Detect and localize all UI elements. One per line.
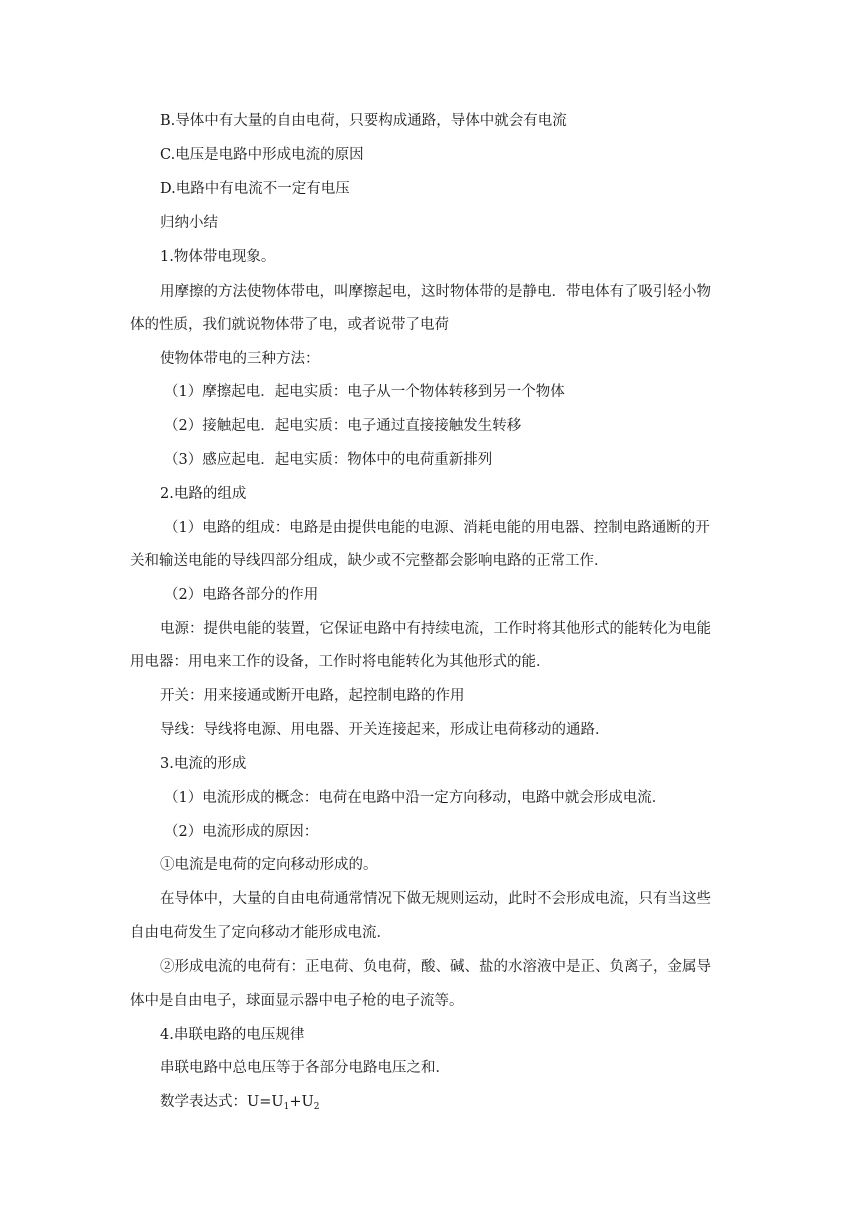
formula-plus: +U [289,1094,314,1110]
paragraph-line: ①电流是电荷的定向移动形成的。 [160,857,378,873]
list-item: （3）感应起电．起电实质：物体中的电荷重新排列 [164,452,493,468]
paragraph-line: 串联电路中总电压等于各部分电路电压之和． [160,1060,450,1076]
paragraph-line: 自由电荷发生了定向移动才能形成电流． [130,925,391,941]
section-heading-summary: 归纳小结 [160,215,218,231]
option-b: B.导体中有大量的自由电荷，只要构成通路，导体中就会有电流 [160,113,567,129]
paragraph-line: 体中是自由电子，球面显示器中电子枪的电子流等。 [130,993,464,1009]
heading-2: 2.电路的组成 [160,486,247,502]
paragraph-line: 在导体中，大量的自由电荷通常情况下做无规则运动，此时不会形成电流，只有当这些 [160,891,711,907]
paragraph-line: 用摩擦的方法使物体带电，叫摩擦起电，这时物体带的是静电．带电体有了吸引轻小物 [160,284,711,300]
paragraph-line: ②形成电流的电荷有：正电荷、负电荷，酸、碱、盐的水溶液中是正、负离子，金属导 [160,959,711,975]
paragraph-line: 关和输送电能的导线四部分组成，缺少或不完整都会影响电路的正常工作． [130,553,609,569]
list-item: （2）电流形成的原因： [164,824,319,840]
paragraph-line: 电源：提供电能的装置，它保证电路中有持续电流，工作时将其他形式的能转化为电能 [160,621,711,637]
paragraph-line: 用电器：用电来工作的设备，工作时将电能转化为其他形式的能． [130,654,551,670]
list-item: （2）电路各部分的作用 [164,587,319,603]
formula-label: 数学表达式： [160,1094,247,1110]
option-d: D.电路中有电流不一定有电压 [160,181,350,197]
formula-sub-1: 1 [283,1102,290,1112]
paragraph-line: 体的性质，我们就说物体带了电，或者说带了电荷 [130,317,449,333]
heading-1: 1.物体带电现象。 [160,249,276,265]
heading-4: 4.串联电路的电压规律 [160,1027,305,1043]
list-item: （1）摩擦起电．起电实质：电子从一个物体转移到另一个物体 [164,384,565,400]
formula-lhs: U=U [247,1094,284,1110]
paragraph-line: 开关：用来接通或断开电路，起控制电路的作用 [160,688,465,704]
formula-sub-2: 2 [313,1102,320,1112]
heading-3: 3.电流的形成 [160,756,247,772]
formula-line [130,1092,770,1117]
paragraph-line: 导线：导线将电源、用电器、开关连接起来，形成让电荷移动的通路． [160,722,610,738]
list-item: （2）接触起电．起电实质：电子通过直接接触发生转移 [164,418,522,434]
list-item: （1）电流形成的概念：电荷在电路中沿一定方向移动，电路中就会形成电流． [164,790,667,806]
paragraph-line: 使物体带电的三种方法： [160,351,320,367]
paragraph-line: （1）电路的组成：电路是由提供电能的电源、消耗电能的用电器、控制电路通断的开 [164,520,710,536]
option-c: C.电压是电路中形成电流的原因 [160,147,364,163]
